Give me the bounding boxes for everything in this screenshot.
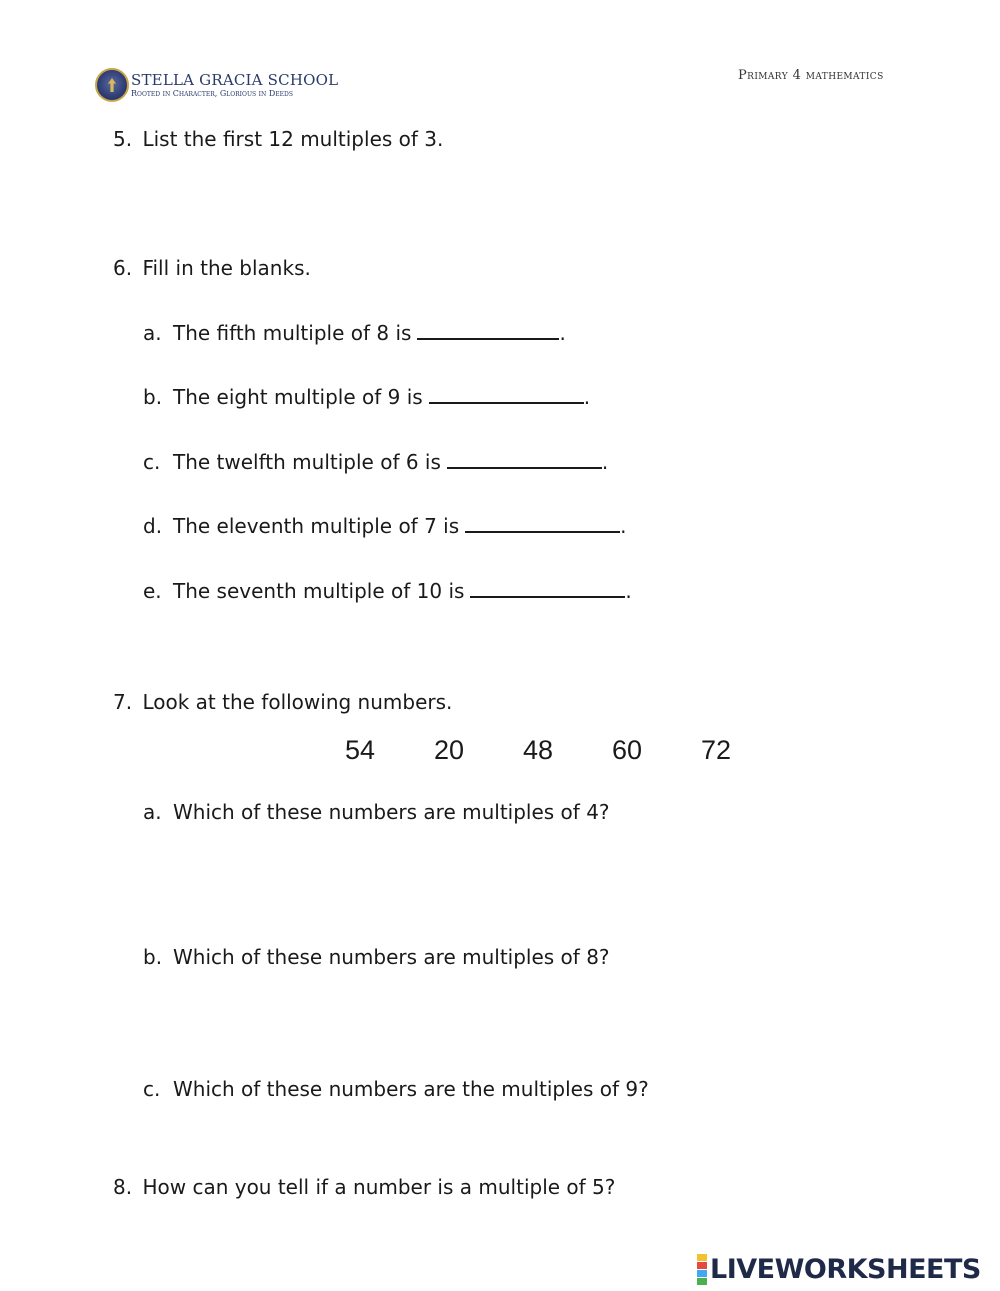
question-5 [113,127,443,151]
number-list [345,735,790,766]
question-number: 8. [113,1175,133,1199]
number-item: 20 [434,735,465,765]
question-text: List the first 12 multiples of 3. [142,127,444,151]
q6-item-d: d. The eleventh multiple of 7 is . [143,514,627,538]
brand-name: LIVEWORKSHEETS [710,1254,981,1285]
question-text: Fill in the blanks. [142,256,311,280]
q7-item-b: b. Which of these numbers are multiples of 8? [143,945,610,969]
liveworksheets-logo[interactable] [697,1254,981,1285]
answer-blank[interactable] [417,320,559,340]
question-number: 7. [113,690,133,714]
q6-item-b: b. The eight multiple of 9 is . [143,385,591,409]
question-number: 6. [113,256,133,280]
school-name: STELLA GRACIA SCHOOL [131,70,339,89]
number-item: 60 [612,735,643,765]
answer-blank[interactable] [470,578,625,598]
question-6 [113,256,311,280]
q7-item-c: c. Which of these numbers are the multiples of 9? [143,1077,649,1101]
brand-block [697,1278,707,1285]
answer-blank[interactable] [429,384,584,404]
school-motto: Rooted in Character, Glorious in Deeds [131,88,293,98]
brand-block [697,1254,707,1261]
q6-item-e: e. The seventh multiple of 10 is . [143,579,632,603]
number-item: 54 [345,735,376,765]
q6-item-c: c. The twelfth multiple of 6 is . [143,450,609,474]
school-logo [95,68,338,102]
number-item: 48 [523,735,554,765]
brand-block [697,1262,707,1269]
subject-title: Primary 4 mathematics [738,68,884,83]
answer-blank[interactable] [447,449,602,469]
q7-item-a: a. Which of these numbers are multiples of 4? [143,800,610,824]
question-text: How can you tell if a number is a multiple of 5? [142,1175,616,1199]
brand-block [697,1270,707,1277]
number-item: 72 [701,735,732,765]
question-text: Look at the following numbers. [142,690,453,714]
question-7 [113,690,452,714]
liveworksheets-icon [697,1254,707,1285]
school-crest-icon [95,68,129,102]
q6-item-a: a. The fifth multiple of 8 is . [143,321,566,345]
answer-blank[interactable] [465,513,620,533]
question-number: 5. [113,127,133,151]
question-8 [113,1175,615,1199]
